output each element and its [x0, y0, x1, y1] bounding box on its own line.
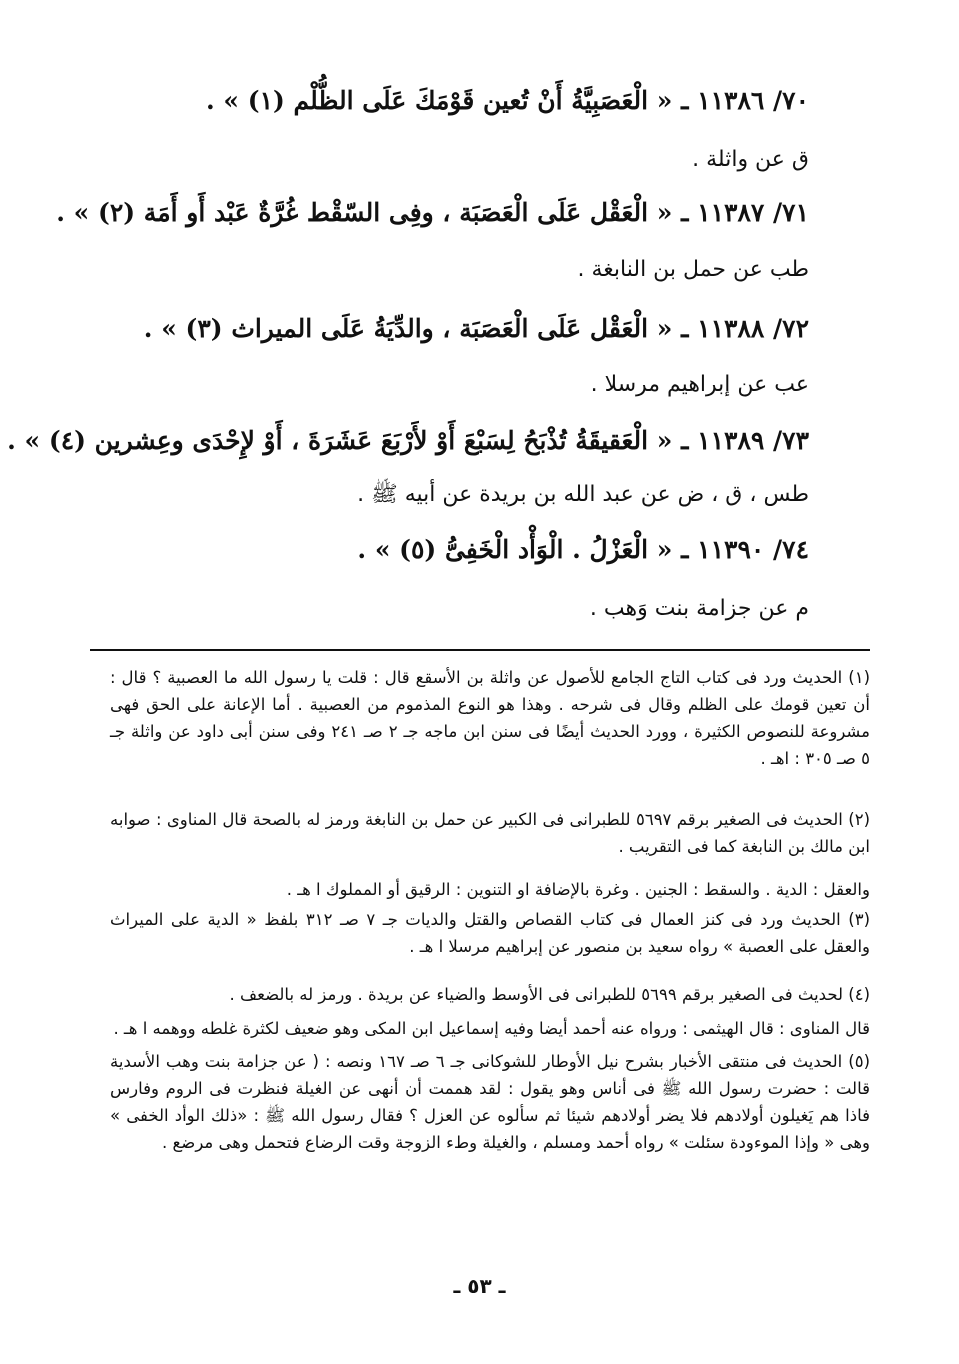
footnote: (٥) الحديث فى منتقى الأخبار بشرح نيل الأوطار للشوكانى جـ ٦ صـ ١٦٧ ونصه : ( عن جزامة بنت وهب الأسدية قالت : حضرت رسول الله ﷺ فى أناس وهو يقول : لقد هممت أن أنهى عن الغيلة فنظرت فى الروم وفارس فاذا هم يَغيلون أولادهم فلا يضر أولادهم شيئا ثم سألوه عن العزل ؟ فقال رسول الله ﷺ : «ذلك الوأد الخفى » وهى « وإذا الموءودة سئلت » رواه أحمد ومسلم ، والغيلة وطء الزوجة وقت الرضاع فتحمل وهى مرضع .: [110, 1052, 870, 1152]
hadith-line: ٧٤/ ١١٣٩٠ ـ « الْعَزْلُ . الْوَأْد الْخَفِىُّ (٥) » .: [357, 535, 809, 564]
hadith-line: ٧٢/ ١١٣٨٨ ـ « الْعَقْل عَلَى الْعَصَبَة ، والدِّيَةُ عَلَى الميراث (٣) » .: [143, 314, 809, 343]
hadith-line: ٧١/ ١١٣٨٧ ـ « الْعَقْل عَلَى الْعَصَبَة ، وفِى السّقْط غُرَّةٌ عَبْد أَو أَمَة (٢) » .: [56, 198, 809, 227]
footnote-divider: [90, 649, 870, 651]
source-line: طب عن حمل بن النابغة .: [577, 257, 809, 282]
hadith-line: ٧٠/ ١١٣٨٦ ـ « الْعَصَبِيَّةُ أَنْ تُعين قَوْمَكَ عَلَى الظُّلْم (١) » .: [205, 86, 809, 115]
hadith-line: ٧٣/ ١١٣٨٩ ـ « الْعَقيقَةُ تُذْبَحُ لِسَبْعَ أَوْ لأَرْبَعَ عَشَرَةَ ، أَوْ لإِحْدَى وعِشرين (٤) » .: [7, 426, 809, 455]
footnote: (٣) الحديث ورد فى كنز العمال فى كتاب القصاص والقتل والديات جـ ٧ صـ ٣١٢ بلفظ « الدية على الميراث والعقل على العصبة » رواه سعيد بن منصور عن إبراهيم مرسلا ا هـ .: [110, 910, 871, 956]
footnote: قال المناوى : قال الهيثمى : ورواه عنه أحمد أيضا وفيه إسماعيل ابن المكى وهو ضعيف لكثرة غلطه ووهمه ا هـ .: [113, 1019, 870, 1038]
source-line: م عن جزامة بنت وَهب .: [589, 596, 809, 621]
page-number: ـ ٥٣ ـ: [453, 1274, 506, 1298]
footnote: والعقل : الدية . والسقط : الجنين . وغرة بالإضافة او التنوين : الرقيق أو المملوك ا هـ .: [286, 880, 870, 899]
footnote: (٤) لحديث فى الصغير برقم ٥٦٩٩ للطبرانى فى الأوسط والضياء عن بريدة . ورمز له بالضعف .: [229, 985, 870, 1004]
source-line: عب عن إبراهيم مرسلا .: [590, 372, 809, 397]
footnote: (٢) الحديث فى الصغير برقم ٥٦٩٧ للطبرانى فى الكبير عن حمل بن النابغة ورمز له بالصحة قال المناوى : صوابه ابن مالك بن النابغة كما فى التقريب .: [110, 810, 870, 856]
source-line: ق عن واثلة .: [692, 147, 809, 172]
source-line: طس ، ق ، ض عن عبد الله بن بريدة عن أبيه ﷺ .: [357, 482, 809, 507]
footnote: (١) الحديث ورد فى كتاب التاج الجامع للأصول عن واثلة بن الأسقع قال : قلت يا رسول الله ما العصبية ؟ قال : أن تعين قومك على الظلم وقال فى شرحه . وهذا هو النوع المذموم من العصبية . أما الإعانة على الحق فهى مشروعة للنصوص الكثيرة ، وورد الحديث أيضًا فى سنن ابن ماجه جـ ٢ صـ ٢٤١ وفى سنن أبى داود عن واثلة جـ ٥ صـ ٣٠٥ : اهـ .: [110, 668, 870, 768]
